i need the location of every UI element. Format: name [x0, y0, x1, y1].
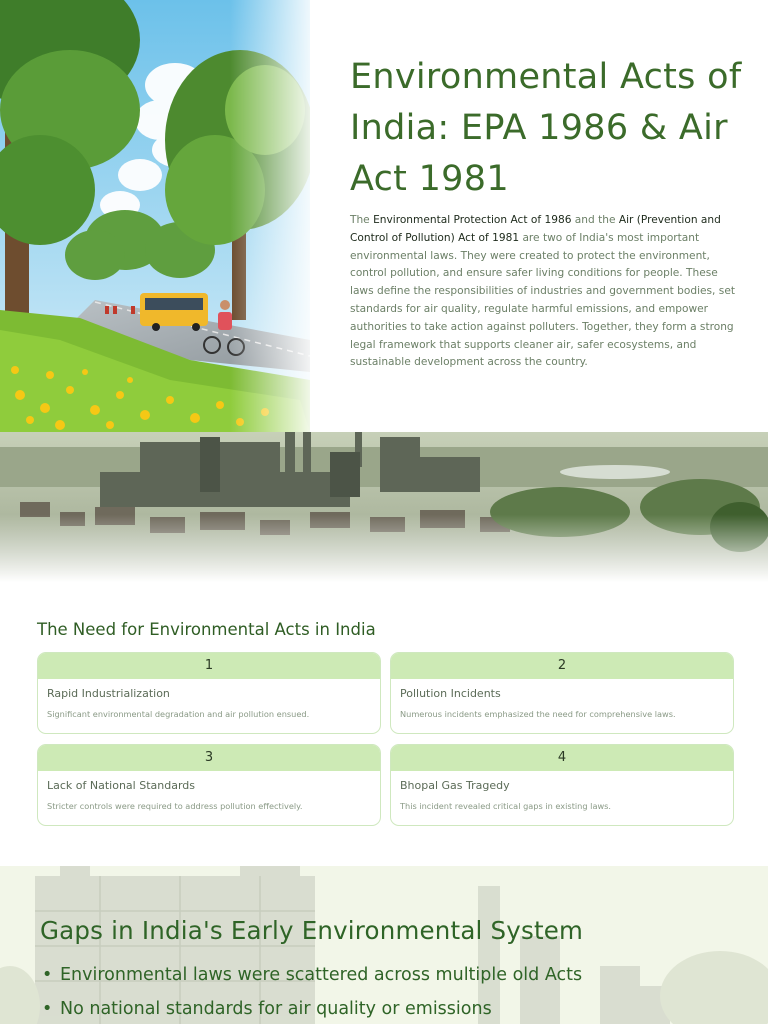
hero-fade	[230, 0, 320, 432]
need-card-1	[37, 652, 381, 734]
hero-section	[0, 0, 768, 432]
card-title: Pollution Incidents	[400, 687, 501, 700]
need-card-2	[390, 652, 734, 734]
list-item	[42, 958, 582, 992]
card-description: Significant environmental degradation and air pollution ensued.	[47, 709, 310, 719]
intro-emphasis-air-act: Air (Prevention and Control of Pollution) Act of 1981	[350, 214, 721, 244]
intro-paragraph	[350, 212, 740, 372]
card-title: Lack of National Standards	[47, 779, 195, 792]
intro-text: The	[350, 214, 374, 226]
card-number: 3	[38, 745, 380, 771]
card-number: 1	[38, 653, 380, 679]
need-card-3	[37, 744, 381, 826]
bullet-icon: •	[42, 965, 53, 985]
card-number: 4	[391, 745, 733, 771]
list-item-text: Environmental laws were scattered across multiple old Acts	[60, 965, 583, 985]
list-item	[42, 992, 582, 1024]
industrial-skyline-illustration	[0, 432, 768, 582]
intro-emphasis-epa: Environmental Protection Act of 1986	[373, 214, 572, 226]
need-card-4	[390, 744, 734, 826]
card-title: Rapid Industrialization	[47, 687, 170, 700]
card-title: Bhopal Gas Tragedy	[400, 779, 510, 792]
card-description: Stricter controls were required to address pollution effectively.	[47, 801, 303, 811]
gaps-bullet-list	[42, 958, 582, 1024]
bullet-icon: •	[42, 999, 53, 1019]
card-number: 2	[391, 653, 733, 679]
card-description: This incident revealed critical gaps in existing laws.	[400, 801, 612, 811]
list-item-text: No national standards for air quality or emissions	[60, 999, 492, 1019]
industrial-landscape-image	[0, 432, 768, 582]
intro-text: and the	[571, 214, 619, 226]
gaps-section	[0, 866, 768, 1024]
card-description: Numerous incidents emphasized the need for comprehensive laws.	[400, 709, 676, 719]
need-section-title: The Need for Environmental Acts in India	[37, 620, 376, 639]
gaps-section-title: Gaps in India's Early Environmental System	[40, 916, 584, 945]
intro-text: are two of India's most important environmental laws. They were created to protect the environment, control pollution, and ensure safer living conditions for people. These laws define the responsibilities of industries and government bodies, set standards for air quality, regulate harmful emissions, and empower authorities to take action against polluters. Together, they form a strong legal framework that supports cleaner air, safer ecosystems, and sustainable development across the country.	[350, 231, 735, 369]
page-title: Environmental Acts of India: EPA 1986 & Air Act 1981	[350, 57, 742, 199]
